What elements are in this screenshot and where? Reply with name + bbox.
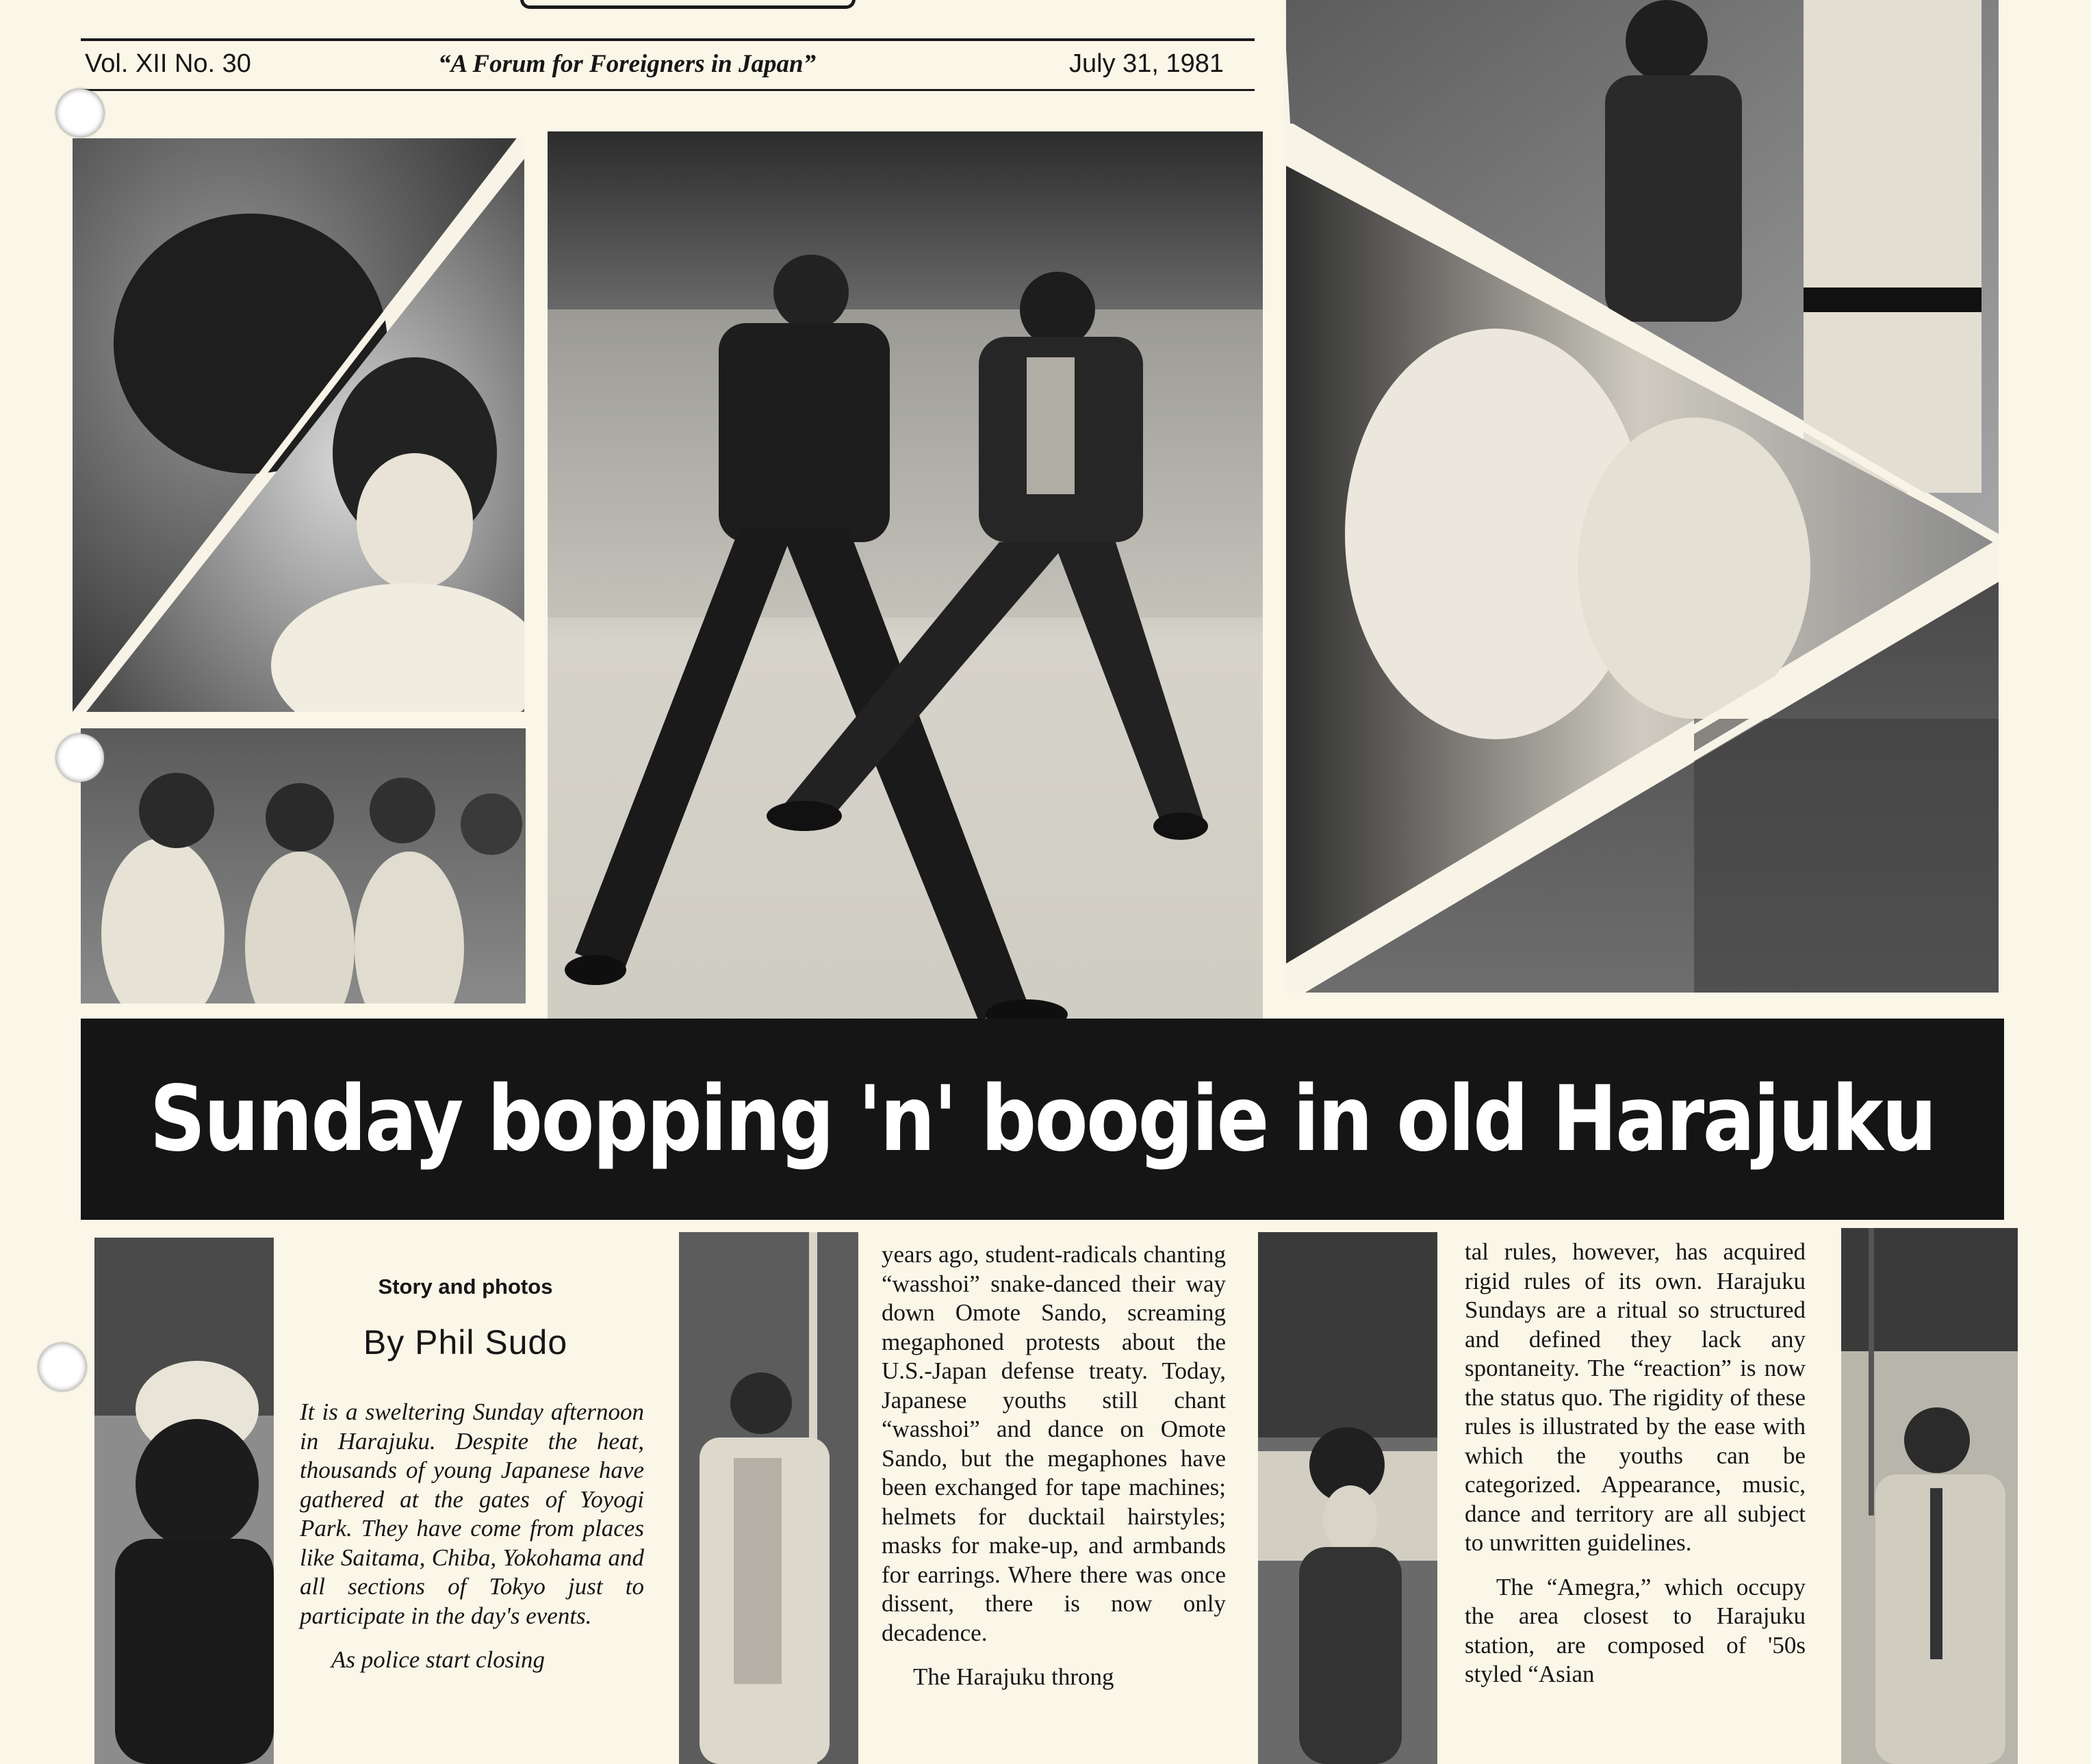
article-column-3: [1465, 1238, 1806, 1704]
paragraph: As police start closing: [331, 1646, 546, 1673]
photo-triangle-collage-right: [1283, 0, 1999, 993]
binder-hole: [38, 1343, 86, 1391]
photo-dancers-center: [548, 131, 1263, 1056]
masthead-bottom-rule: [81, 89, 1255, 91]
photo-man-in-uniform: [1841, 1228, 2018, 1764]
masthead-top-rule: [81, 38, 1255, 41]
paragraph: years ago, student-radicals chanting “wasshoi” snake-danced their way down Omote Sando, screaming megaphoned protests about the U.S.-Japan defense treaty. Today, Japanese youths still chant “wasshoi” and dance on Omote Sando, but the megaphones have been exchanged for tape machines; helmets for ducktail hairstyles; masks for make-up, and armbands for earrings. Where there was once dissent, there is now only decadence.: [882, 1241, 1226, 1646]
headline-banner: [81, 1019, 2004, 1220]
paragraph: The “Amegra,” which occupy the area closest to Harajuku station, are composed of '50s styled “Asian: [1465, 1573, 1806, 1687]
photo-man-in-coat: [679, 1232, 858, 1764]
paragraph: It is a sweltering Sunday afternoon in Harajuku. Despite the heat, thousands of young Japanese have gathered at the gates of Yoyogi Park. They have come from places like Saitama, Chiba, Yokohama and all sections of Tokyo just to participate in the day's events.: [300, 1398, 644, 1629]
photo-dancer-hair-triangle: [73, 138, 524, 712]
photo-elderly-group: [81, 728, 526, 1004]
headline: Sunday bopping 'n' boogie in old Harajuku: [149, 1066, 1936, 1172]
photo-woman-patterned-dress: [1258, 1232, 1437, 1764]
volume-number: Vol. XII No. 30: [85, 49, 251, 78]
issue-date: July 31, 1981: [1069, 49, 1224, 78]
photo-woman-flower-hair: [94, 1238, 274, 1764]
binder-hole: [56, 89, 104, 137]
paragraph: The Harajuku throng: [913, 1663, 1114, 1690]
binder-hole: [56, 734, 104, 782]
masthead-logo-frame: [520, 0, 856, 9]
article-column-2: [882, 1240, 1226, 1707]
article-column-1: [300, 1398, 644, 1690]
byline-author: By Phil Sudo: [363, 1323, 568, 1362]
paragraph: tal rules, however, has acquired rigid rules of its own. Harajuku Sundays are a ritual so structured and defined they lack any spontaneity. The “reaction” is now the status quo. The rigidity of these rules is illustrated by the ease with which the youths can be categorized. Appearance, music, dance and territory are all subject to unwritten guidelines.: [1465, 1238, 1806, 1556]
masthead-slogan: “A Forum for Foreigners in Japan”: [438, 50, 817, 78]
byline-credit: Story and photos: [378, 1275, 553, 1299]
